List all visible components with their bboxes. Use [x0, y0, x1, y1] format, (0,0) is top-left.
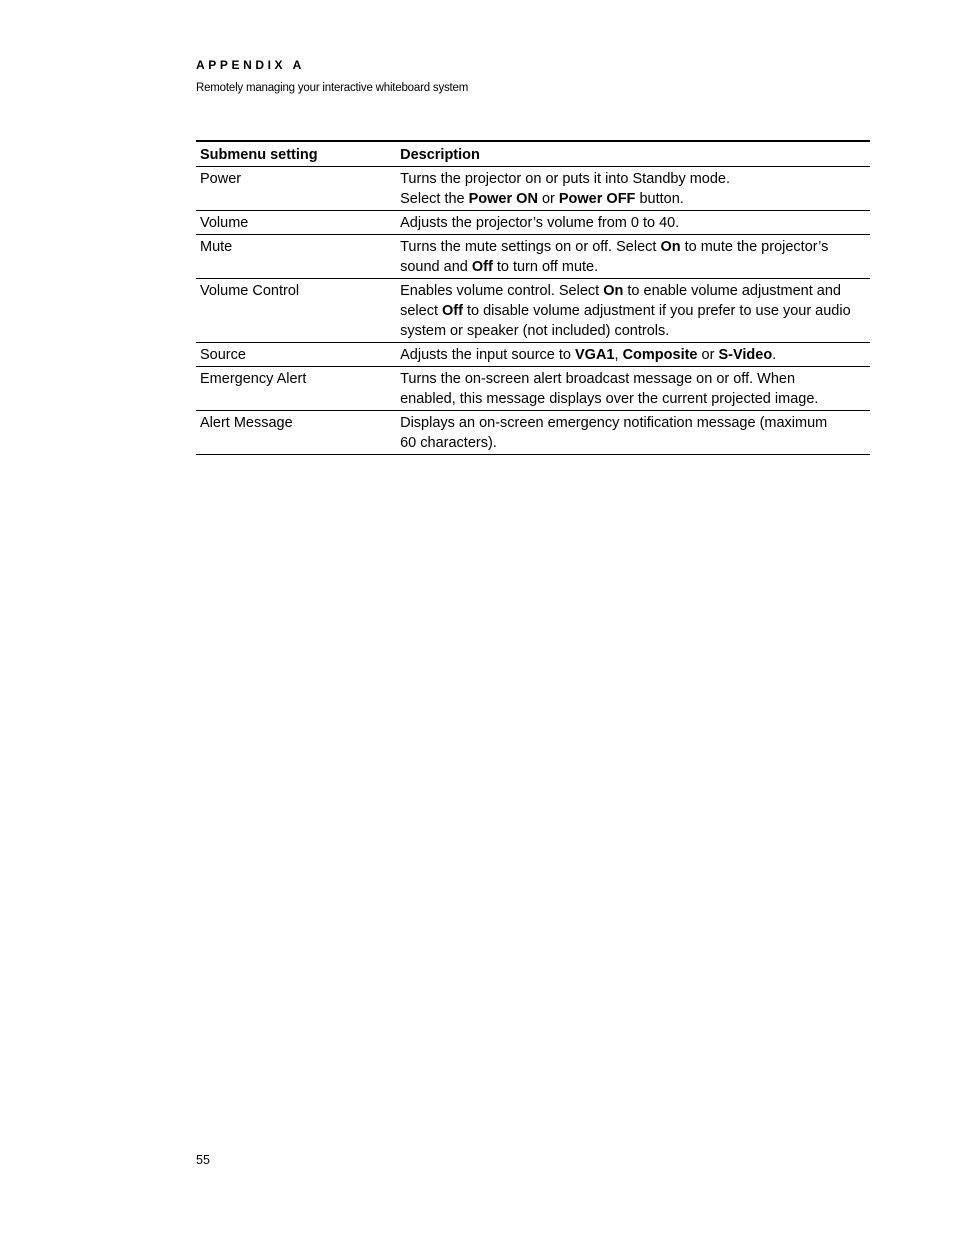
description-line: [400, 169, 866, 189]
description-text: Displays an on-screen emergency notification message (maximum: [400, 415, 828, 431]
setting-name-cell: Volume Control: [200, 283, 300, 299]
description-text: Turns the on-screen alert broadcast message on or off. When: [400, 371, 796, 387]
emphasized-term: Power ON: [468, 191, 538, 207]
emphasized-term: Off: [471, 259, 493, 275]
description-line: [400, 321, 866, 341]
description-text: or: [537, 191, 559, 207]
setting-name-cell: Source: [200, 347, 246, 363]
setting-description-cell: [396, 211, 870, 235]
description-line: [400, 189, 866, 209]
column-header-setting: Submenu setting: [200, 147, 318, 163]
description-line: [400, 389, 866, 409]
description-text: Turns the projector on or puts it into Standby mode.: [400, 171, 731, 187]
setting-name-cell: Volume: [200, 215, 249, 231]
emphasized-term: On: [660, 239, 681, 255]
description-text: to mute the projector’s: [680, 239, 829, 255]
page-number: 55: [196, 1153, 210, 1167]
description-line: [400, 369, 866, 389]
table-row: [196, 167, 870, 211]
emphasized-term: VGA1: [575, 347, 615, 363]
description-text: Select the: [400, 191, 469, 207]
setting-description-cell: [396, 279, 870, 343]
description-text: select: [400, 303, 443, 319]
table-row: [196, 279, 870, 343]
description-text: sound and: [400, 259, 472, 275]
description-text: Adjusts the input source to: [400, 347, 576, 363]
description-text: 60 characters).: [400, 435, 497, 451]
setting-name-cell: Emergency Alert: [200, 371, 307, 387]
table-row: [196, 411, 870, 455]
description-line: [400, 257, 866, 277]
description-text: system or speaker (not included) controls.: [400, 323, 670, 339]
description-text: to turn off mute.: [492, 259, 599, 275]
description-text: ,: [614, 347, 623, 363]
table-row: [196, 211, 870, 235]
table-row: [196, 343, 870, 367]
page-subtitle: Remotely managing your interactive whiteboard system: [196, 82, 469, 94]
emphasized-term: Power OFF: [558, 191, 636, 207]
emphasized-term: Composite: [622, 347, 698, 363]
description-line: [400, 433, 866, 453]
table-row: [196, 235, 870, 279]
description-text: or: [697, 347, 719, 363]
submenu-settings-table: [196, 140, 870, 455]
description-line: [400, 345, 866, 365]
setting-description-cell: [396, 411, 870, 455]
description-text: Adjusts the projector’s volume from 0 to 40.: [400, 215, 680, 231]
description-text: to enable volume adjustment and: [623, 283, 842, 299]
table-body: [196, 167, 870, 455]
setting-name-cell: Power: [200, 171, 242, 187]
description-text: to disable volume adjustment if you prefer to use your audio: [462, 303, 851, 319]
appendix-label: APPENDIX A: [196, 58, 305, 72]
description-line: [400, 413, 866, 433]
description-text: Enables volume control. Select: [400, 283, 604, 299]
setting-description-cell: [396, 167, 870, 211]
description-text: .: [772, 347, 777, 363]
description-line: [400, 237, 866, 257]
description-line: [400, 301, 866, 321]
description-text: button.: [635, 191, 684, 207]
setting-description-cell: [396, 343, 870, 367]
setting-description-cell: [396, 367, 870, 411]
setting-name-cell: Alert Message: [200, 415, 293, 431]
setting-name-cell: Mute: [200, 239, 233, 255]
description-line: [400, 281, 866, 301]
description-text: Turns the mute settings on or off. Select: [400, 239, 661, 255]
table-header-row: [196, 141, 870, 167]
description-text: enabled, this message displays over the current projected image.: [400, 391, 819, 407]
column-header-description: Description: [400, 147, 480, 163]
description-line: [400, 213, 866, 233]
emphasized-term: S-Video: [718, 347, 773, 363]
setting-description-cell: [396, 235, 870, 279]
table-row: [196, 367, 870, 411]
emphasized-term: Off: [442, 303, 463, 319]
table-header: [196, 141, 870, 167]
emphasized-term: On: [603, 283, 624, 299]
